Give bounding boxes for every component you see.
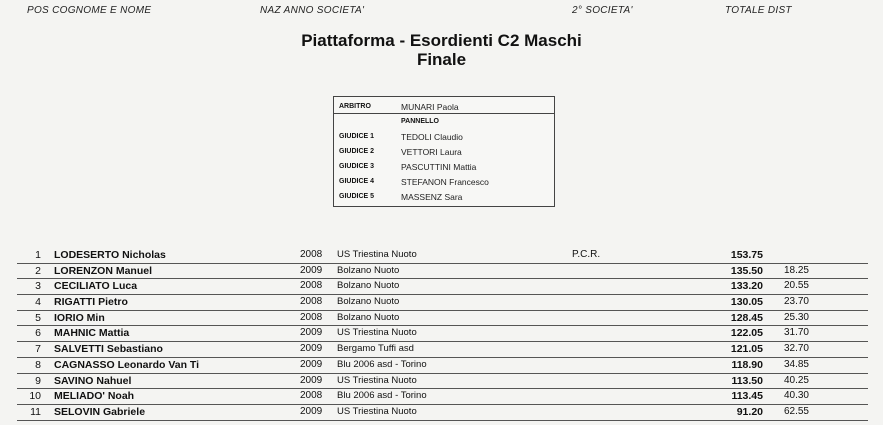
event-title: Piattaforma - Esordienti C2 Maschi: [301, 31, 582, 50]
total-score: 122.05: [730, 327, 763, 340]
total-score: 153.75: [730, 249, 763, 261]
result-note: P.C.R.: [572, 249, 601, 260]
athlete-name: CECILIATO Luca: [54, 280, 138, 293]
athlete-name: SELOVIN Gabriele: [54, 405, 146, 418]
result-position: 6: [35, 327, 41, 340]
header-second-societa: 2° SOCIETA': [572, 5, 633, 16]
judge-name: VETTORI Laura: [401, 147, 462, 157]
club-name: US Triestina Nuoto: [337, 405, 417, 417]
judge-name: STEFANON Francesco: [401, 177, 489, 187]
result-position: 2: [35, 264, 41, 277]
header-totale-dist: TOTALE DIST: [725, 5, 792, 16]
result-row: [17, 374, 868, 390]
total-score: 130.05: [730, 296, 763, 309]
result-position: 8: [35, 358, 41, 371]
athlete-name: CAGNASSO Leonardo Van Ti: [54, 358, 200, 371]
club-name: Bolzano Nuoto: [337, 296, 400, 308]
athlete-name: RIGATTI Pietro: [54, 296, 128, 309]
total-score: 135.50: [730, 264, 763, 277]
judge-name: TEDOLI Claudio: [401, 132, 463, 142]
result-row: [17, 326, 868, 342]
score-gap: 32.70: [783, 343, 809, 355]
total-score: 91.20: [736, 405, 763, 418]
result-row: [17, 389, 868, 405]
birth-year: 2008: [300, 296, 323, 308]
total-score: 128.45: [730, 311, 763, 324]
club-name: Bolzano Nuoto: [337, 280, 400, 292]
birth-year: 2009: [300, 374, 323, 386]
event-subtitle: Finale: [416, 50, 467, 69]
pannello-label: PANNELLO: [401, 118, 439, 125]
result-row: [17, 248, 868, 264]
club-name: Bolzano Nuoto: [337, 311, 400, 323]
result-row: [17, 311, 868, 327]
result-position: 11: [30, 405, 41, 418]
birth-year: 2008: [300, 280, 323, 292]
result-row: [17, 358, 868, 374]
judge-label: GIUDICE 3: [339, 163, 375, 170]
club-name: Bolzano Nuoto: [337, 264, 400, 276]
score-gap: 20.55: [783, 280, 809, 292]
result-position: 9: [35, 374, 41, 387]
header-naz-anno-societa: NAZ ANNO SOCIETA': [260, 5, 365, 16]
birth-year: 2009: [300, 264, 323, 276]
result-position: 1: [35, 249, 41, 261]
club-name: US Triestina Nuoto: [337, 327, 417, 339]
athlete-name: LODESERTO Nicholas: [54, 249, 166, 261]
score-gap: 40.25: [783, 374, 809, 386]
header-pos-name: POS COGNOME E NOME: [27, 5, 152, 16]
birth-year: 2008: [300, 390, 323, 402]
judge-label: GIUDICE 4: [339, 178, 375, 185]
judge-name: PASCUTTINI Mattia: [401, 162, 477, 172]
arbitro-name: MUNARI Paola: [401, 102, 459, 112]
jury-divider: [334, 113, 554, 114]
result-row: [17, 405, 868, 421]
result-position: 7: [35, 343, 41, 356]
birth-year: 2008: [300, 311, 323, 323]
score-gap: 25.30: [783, 311, 809, 323]
club-name: Blu 2006 asd - Torino: [337, 358, 427, 370]
score-gap: 40.30: [783, 390, 809, 402]
athlete-name: MELIADO' Noah: [54, 390, 135, 403]
total-score: 113.45: [731, 390, 763, 403]
judge-label: GIUDICE 2: [339, 148, 375, 155]
result-row: [17, 342, 868, 358]
result-row: [17, 295, 868, 311]
birth-year: 2009: [300, 343, 323, 355]
results-table: [17, 248, 868, 421]
athlete-name: LORENZON Manuel: [54, 264, 153, 277]
judge-label: GIUDICE 1: [339, 133, 375, 140]
total-score: 113.50: [731, 374, 763, 387]
club-name: US Triestina Nuoto: [337, 374, 417, 386]
total-score: 121.05: [730, 343, 763, 356]
athlete-name: SAVINO Nahuel: [54, 374, 132, 387]
club-name: Bergamo Tuffi asd: [337, 343, 414, 355]
result-position: 3: [35, 280, 41, 293]
judge-label: GIUDICE 5: [339, 193, 375, 200]
judge-name: MASSENZ Sara: [401, 192, 463, 202]
arbitro-label: ARBITRO: [339, 103, 371, 110]
score-gap: 34.85: [783, 358, 809, 370]
athlete-name: IORIO Min: [54, 311, 105, 324]
total-score: 118.90: [731, 358, 763, 371]
score-gap: 31.70: [783, 327, 809, 339]
result-position: 4: [35, 296, 41, 309]
result-position: 10: [29, 390, 41, 403]
result-row: [17, 279, 868, 295]
birth-year: 2009: [300, 405, 323, 417]
club-name: US Triestina Nuoto: [337, 249, 417, 260]
club-name: Blu 2006 asd - Torino: [337, 390, 427, 402]
result-row: [17, 264, 868, 280]
score-gap: 23.70: [783, 296, 809, 308]
birth-year: 2009: [300, 358, 323, 370]
athlete-name: MAHNIC Mattia: [54, 327, 130, 340]
score-gap: 62.55: [783, 405, 809, 417]
result-position: 5: [35, 311, 41, 324]
jury-box: [333, 96, 555, 207]
birth-year: 2009: [300, 327, 323, 339]
birth-year: 2008: [300, 249, 323, 260]
total-score: 133.20: [730, 280, 763, 293]
athlete-name: SALVETTI Sebastiano: [54, 343, 163, 356]
score-gap: 18.25: [783, 264, 809, 276]
